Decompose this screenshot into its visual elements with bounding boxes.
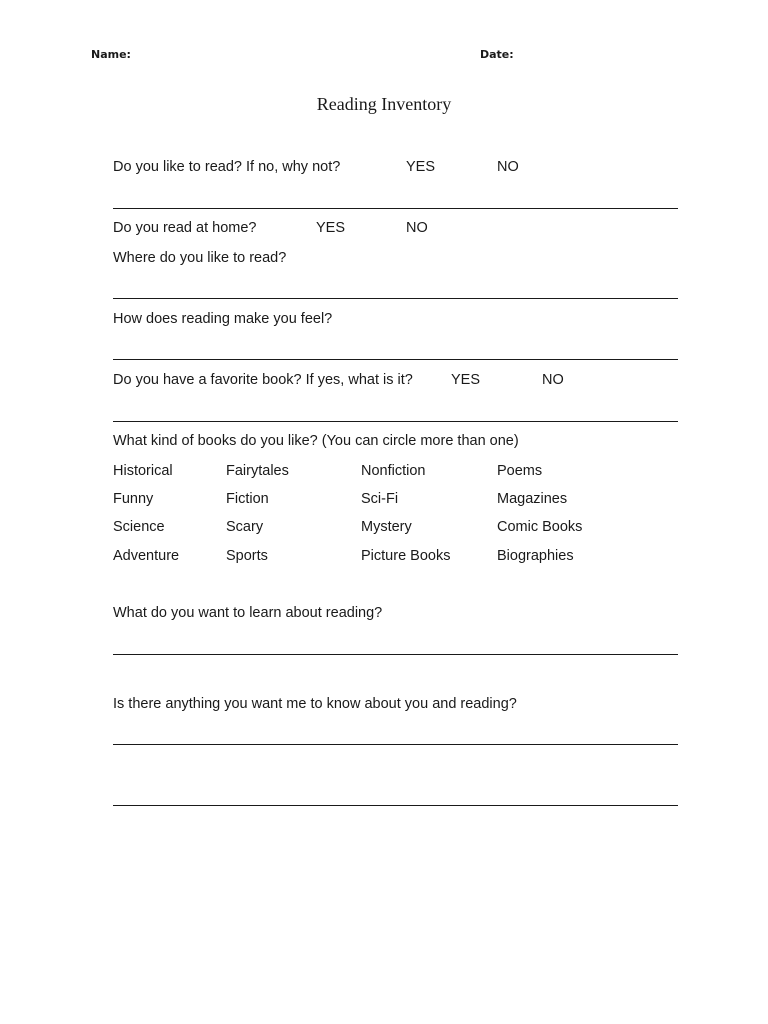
question-where-read: Where do you like to read? bbox=[113, 250, 287, 266]
answer-line bbox=[113, 298, 678, 299]
answer-line bbox=[113, 208, 678, 209]
genre-option: Comic Books bbox=[497, 519, 583, 535]
genre-option: Adventure bbox=[113, 548, 180, 564]
q5-no-option: NO bbox=[542, 372, 564, 388]
question-favorite-book: Do you have a favorite book? If yes, what is it? bbox=[113, 372, 413, 388]
question-like-to-read: Do you like to read? If no, why not? bbox=[113, 159, 341, 175]
genre-option: Fiction bbox=[226, 491, 269, 507]
question-read-at-home: Do you read at home? bbox=[113, 220, 257, 236]
genre-option: Poems bbox=[497, 463, 543, 479]
answer-line bbox=[113, 421, 678, 422]
question-kind-of-books: What kind of books do you like? (You can circle more than one) bbox=[113, 433, 519, 449]
genre-option: Science bbox=[113, 519, 165, 535]
answer-line bbox=[113, 654, 678, 655]
genre-option: Scary bbox=[226, 519, 264, 535]
q5-yes-option: YES bbox=[451, 372, 481, 388]
date-label: Date: bbox=[480, 48, 514, 61]
question-anything-else: Is there anything you want me to know about you and reading? bbox=[113, 696, 517, 712]
genre-option: Nonfiction bbox=[361, 463, 426, 479]
q2-no-option: NO bbox=[406, 220, 428, 236]
genre-option: Magazines bbox=[497, 491, 568, 507]
question-learn-about-reading: What do you want to learn about reading? bbox=[113, 605, 383, 621]
genre-option: Mystery bbox=[361, 519, 412, 535]
page-title: Reading Inventory bbox=[316, 94, 452, 114]
q1-yes-option: YES bbox=[406, 159, 436, 175]
q1-no-option: NO bbox=[497, 159, 519, 175]
genre-option: Picture Books bbox=[361, 548, 451, 564]
question-reading-feel: How does reading make you feel? bbox=[113, 311, 333, 327]
genre-option: Sci-Fi bbox=[361, 491, 399, 507]
answer-line bbox=[113, 359, 678, 360]
answer-line bbox=[113, 744, 678, 745]
genre-option: Historical bbox=[113, 463, 173, 479]
genre-option: Biographies bbox=[497, 548, 574, 564]
genre-option: Sports bbox=[226, 548, 268, 564]
genre-option: Funny bbox=[113, 491, 154, 507]
genre-option: Fairytales bbox=[226, 463, 289, 479]
name-label: Name: bbox=[91, 48, 131, 61]
answer-line bbox=[113, 805, 678, 806]
q2-yes-option: YES bbox=[316, 220, 346, 236]
